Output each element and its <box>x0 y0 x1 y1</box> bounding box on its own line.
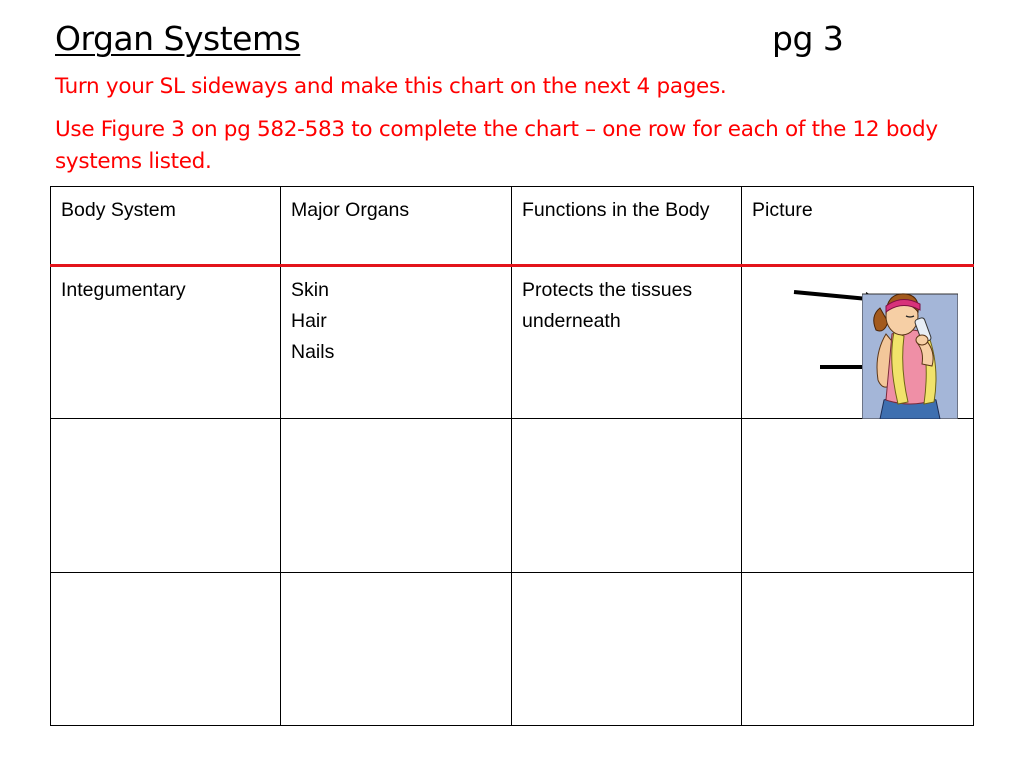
cell-body-system: Integumentary <box>51 266 281 419</box>
table-row <box>51 573 974 726</box>
instruction-line-2: Use Figure 3 on pg 582-583 to complete the chart – one row for each of the 12 body systems listed. <box>55 117 938 174</box>
cell-function: Protects the tissues underneath <box>512 266 742 419</box>
cell-picture <box>742 419 974 573</box>
cell-major-organs <box>281 266 512 419</box>
organ-systems-chart <box>50 186 974 726</box>
column-header-body-system: Body System <box>51 187 281 266</box>
page-title: Organ Systems <box>55 19 301 58</box>
cell-picture <box>742 573 974 726</box>
column-header-picture: Picture <box>742 187 974 266</box>
cell-function <box>512 573 742 726</box>
cell-major-organs <box>281 419 512 573</box>
table-row <box>51 266 974 419</box>
cell-major-organs <box>281 573 512 726</box>
woman-with-towel-illustration-icon <box>862 282 958 419</box>
table-header-row <box>51 187 974 266</box>
cell-function <box>512 419 742 573</box>
column-header-major-organs: Major Organs <box>281 187 512 266</box>
table-row <box>51 419 974 573</box>
organ-item: Nails <box>291 341 335 363</box>
column-header-functions: Functions in the Body <box>512 187 742 266</box>
instruction-line-1: Turn your SL sideways and make this chart on the next 4 pages. <box>55 74 727 99</box>
page-number: pg 3 <box>772 19 844 58</box>
cell-body-system <box>51 573 281 726</box>
organ-item: Hair <box>291 310 327 332</box>
cell-picture <box>742 266 974 419</box>
cell-body-system <box>51 419 281 573</box>
organ-item: Skin <box>291 279 329 301</box>
